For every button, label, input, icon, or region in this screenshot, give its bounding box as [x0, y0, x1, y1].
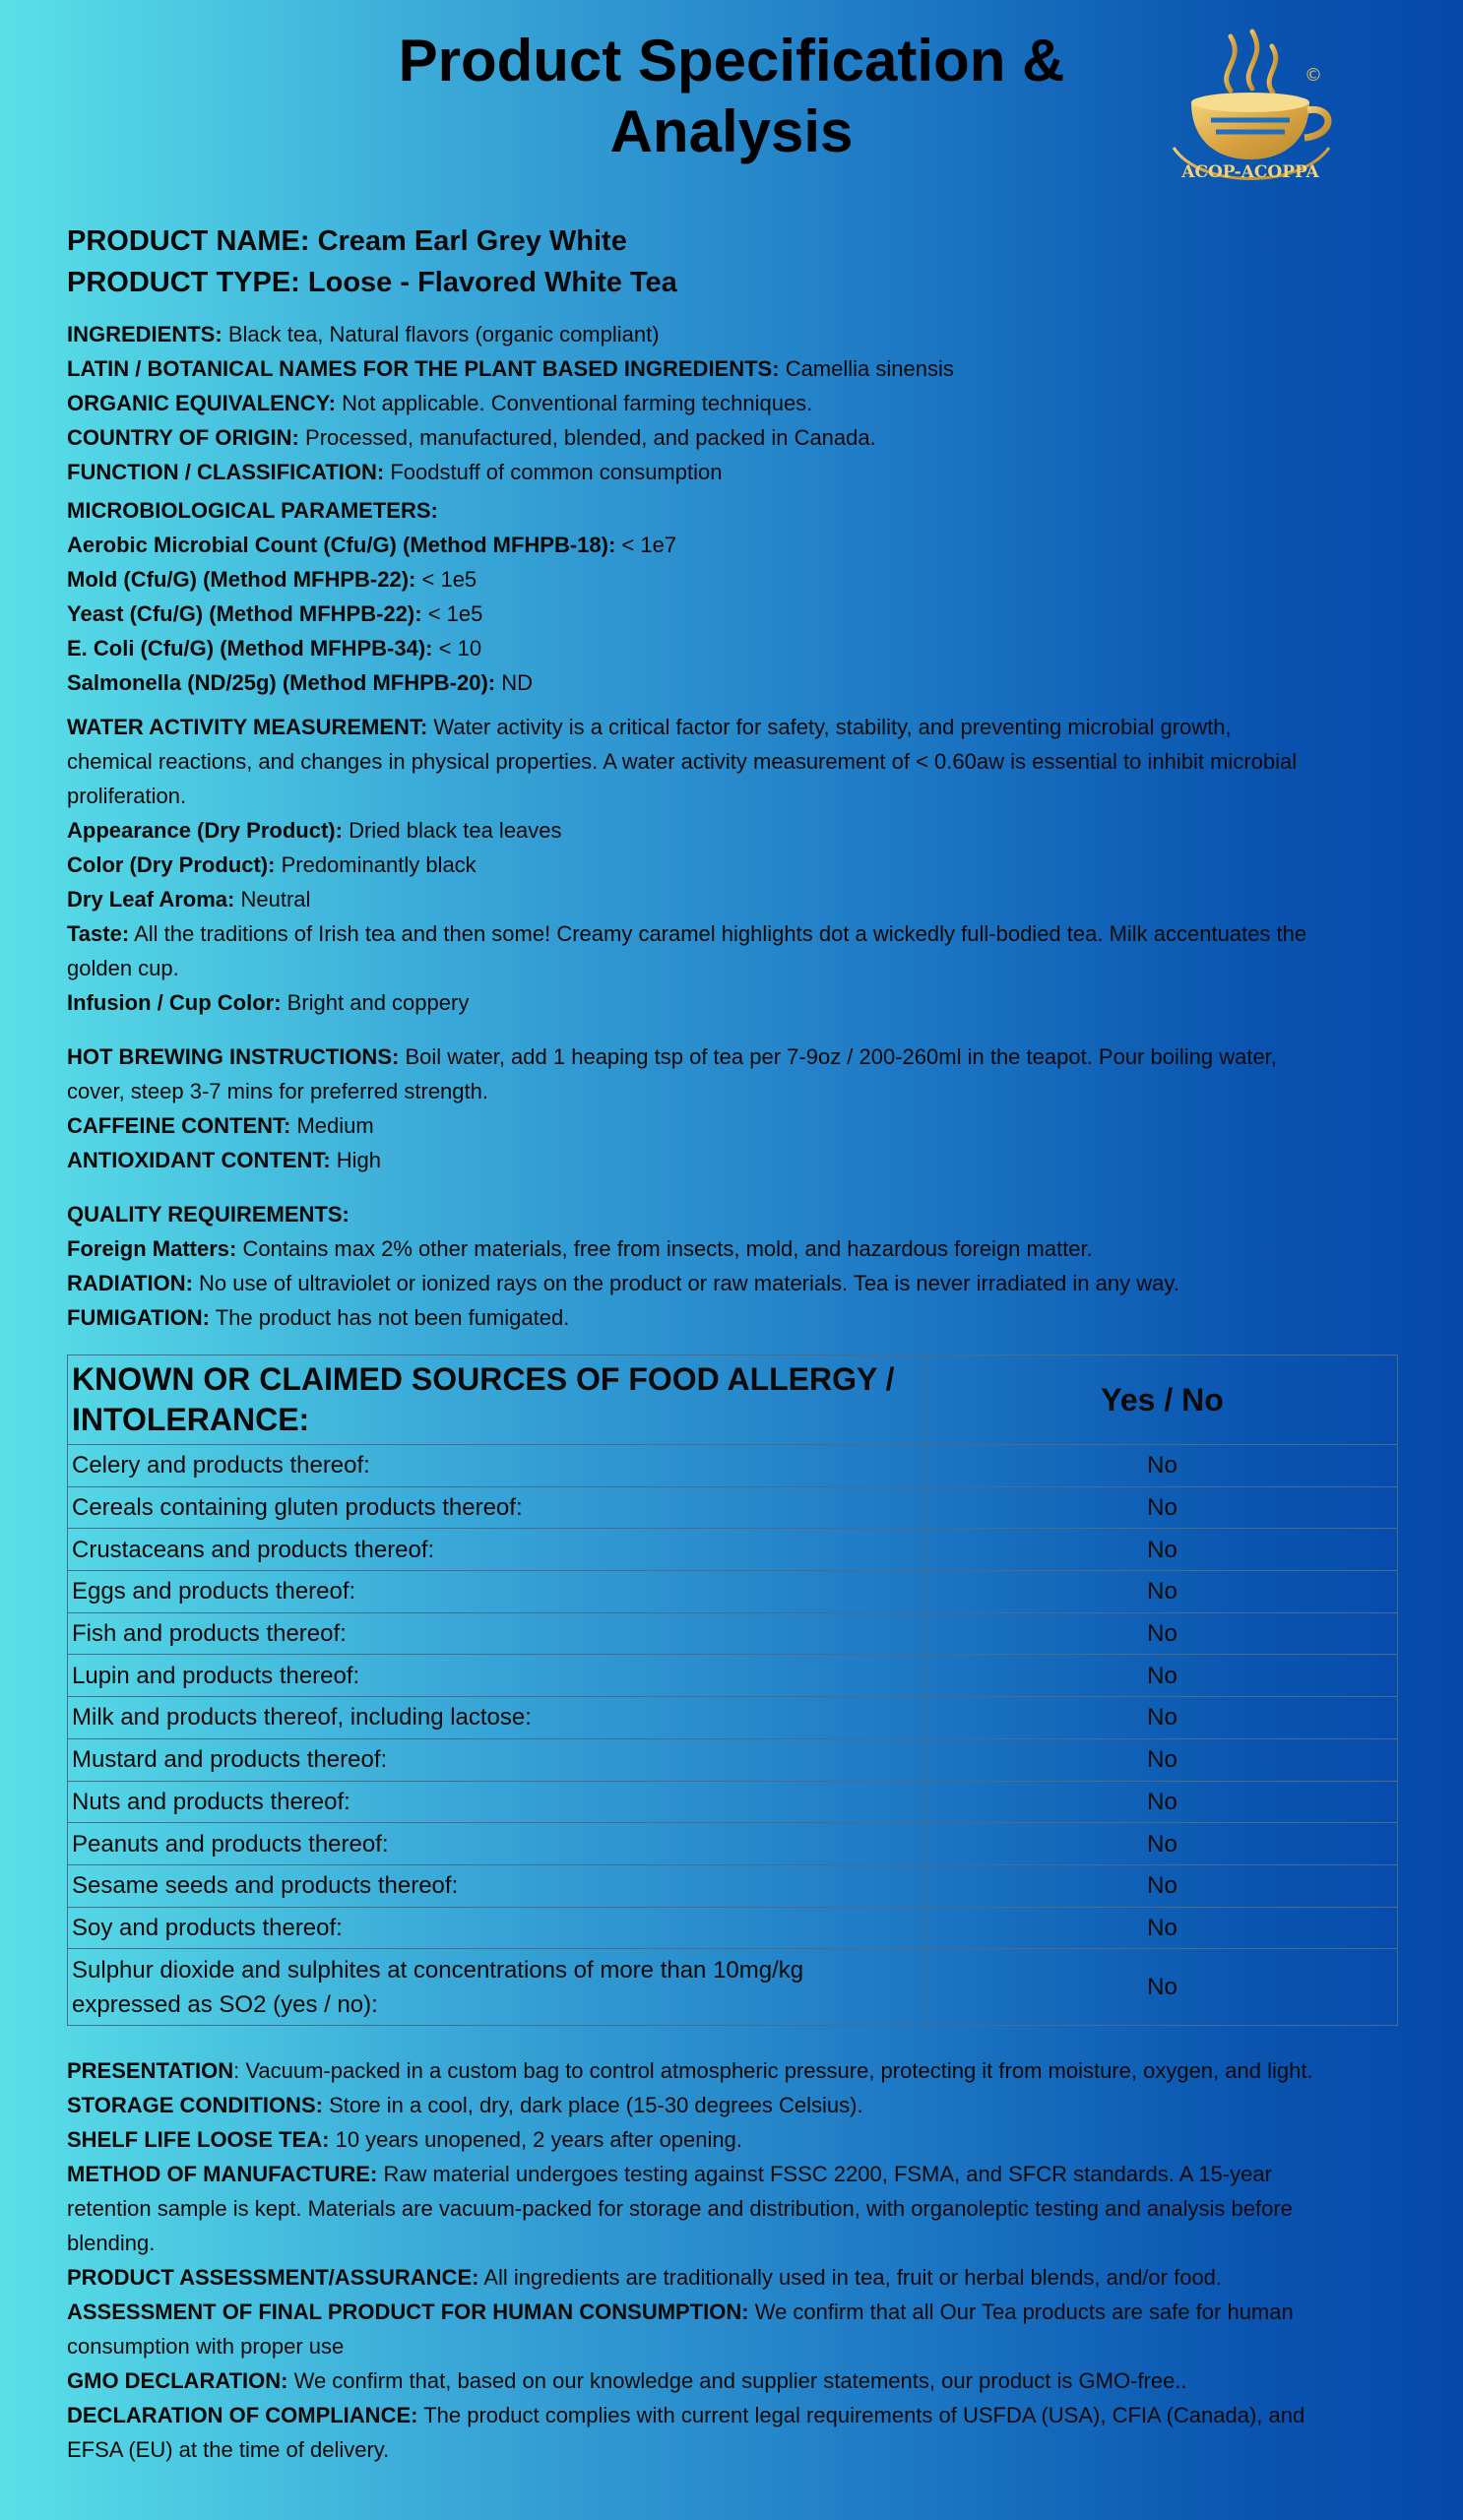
spec-ingredients: INGREDIENTS: Black tea, Natural flavors (organic compliant) — [67, 322, 660, 346]
allergy-value: No — [927, 1486, 1398, 1529]
allergy-value: No — [927, 1697, 1398, 1739]
product-name — [67, 220, 1398, 262]
quality-heading: QUALITY REQUIREMENTS: — [67, 1202, 350, 1227]
allergy-value: No — [927, 1907, 1398, 1949]
allergy-value: No — [927, 1529, 1398, 1571]
micro-ecoli: E. Coli (Cfu/G) (Method MFHPB-34): < 10 — [67, 636, 482, 661]
table-row — [68, 1949, 1398, 2026]
decl-shelf-life: SHELF LIFE LOOSE TEA: 10 years unopened, 2 years after opening. — [67, 2127, 742, 2153]
sensory-appearance: Appearance (Dry Product): Dried black tea leaves — [67, 818, 562, 843]
logo-mark: © — [1304, 65, 1322, 86]
allergy-value: No — [927, 1823, 1398, 1865]
allergy-item: Lupin and products thereof: — [68, 1655, 927, 1697]
allergy-value: No — [927, 1612, 1398, 1655]
allergy-item: Milk and products thereof, including lactose: — [68, 1697, 927, 1739]
antioxidant-content: ANTIOXIDANT CONTENT: High — [67, 1148, 382, 1172]
logo-text: ACOP-ACOPPA — [1181, 162, 1319, 182]
decl-compliance: DECLARATION OF COMPLIANCE: The product complies with current legal requirements of USFDA (USA), CFIA (Canada), and EFSA (EU) at the time of delivery. — [67, 2403, 1305, 2463]
quality-radiation: RADIATION: No use of ultraviolet or ionized rays on the product or raw materials. Tea is never irradiated in any way. — [67, 1271, 1179, 1295]
spec-organic: ORGANIC EQUIVALENCY: Not applicable. Conventional farming techniques. — [67, 391, 813, 415]
allergy-header-source: KNOWN OR CLAIMED SOURCES OF FOOD ALLERGY / INTOLERANCE: — [68, 1355, 927, 1445]
allergy-item: Eggs and products thereof: — [68, 1571, 927, 1613]
decl-final-product: ASSESSMENT OF FINAL PRODUCT FOR HUMAN CONSUMPTION: We confirm that all Our Tea products are safe for human consumption with proper use — [67, 2300, 1294, 2360]
decl-assessment: PRODUCT ASSESSMENT/ASSURANCE: All ingredients are traditionally used in tea, fruit or herbal blends, and/or food. — [67, 2265, 1223, 2291]
decl-presentation: PRESENTATION: Vacuum-packed in a custom bag to control atmospheric pressure, protecting it from moisture, oxygen, and light. — [67, 2058, 1313, 2084]
table-row — [68, 1655, 1398, 1697]
spec-botanical-names: LATIN / BOTANICAL NAMES FOR THE PLANT BASED INGREDIENTS: Camellia sinensis — [67, 356, 954, 381]
declarations-section — [67, 2053, 1398, 2467]
allergy-item: Peanuts and products thereof: — [68, 1823, 927, 1865]
micro-heading: MICROBIOLOGICAL PARAMETERS: — [67, 498, 438, 523]
caffeine-content: CAFFEINE CONTENT: Medium — [67, 1113, 374, 1138]
allergy-value: No — [927, 1738, 1398, 1781]
product-type-label: PRODUCT TYPE: — [67, 267, 300, 298]
spec-origin: COUNTRY OF ORIGIN: Processed, manufactured, blended, and packed in Canada. — [67, 425, 876, 450]
brand-logo — [1162, 22, 1349, 194]
allergy-value: No — [927, 1655, 1398, 1697]
quality-fumigation: FUMIGATION: The product has not been fumigated. — [67, 1305, 570, 1330]
table-row — [68, 1781, 1398, 1823]
allergy-table-header — [68, 1355, 1398, 1445]
micro-aerobic: Aerobic Microbial Count (Cfu/G) (Method MFHPB-18): < 1e7 — [67, 533, 677, 557]
sensory-taste: Taste: All the traditions of Irish tea and then some! Creamy caramel highlights dot a wickedly full-bodied tea. Milk accentuates the golden cup. — [67, 921, 1307, 980]
allergy-value: No — [927, 1949, 1398, 2026]
page-title — [295, 26, 1168, 167]
allergy-value: No — [927, 1571, 1398, 1613]
allergy-item: Sesame seeds and products thereof: — [68, 1864, 927, 1907]
table-row — [68, 1571, 1398, 1613]
allergy-item: Soy and products thereof: — [68, 1907, 927, 1949]
product-name-value: Cream Earl Grey White — [317, 225, 627, 257]
micro-mold: Mold (Cfu/G) (Method MFHPB-22): < 1e5 — [67, 567, 477, 592]
spec-function: FUNCTION / CLASSIFICATION: Foodstuff of common consumption — [67, 460, 723, 484]
allergy-value: No — [927, 1864, 1398, 1907]
allergy-header-yes-no: Yes / No — [927, 1355, 1398, 1445]
quality-foreign-matters: Foreign Matters: Contains max 2% other materials, free from insects, mold, and hazardous foreign matter. — [67, 1236, 1093, 1261]
micro-yeast: Yeast (Cfu/G) (Method MFHPB-22): < 1e5 — [67, 601, 483, 626]
decl-manufacture: METHOD OF MANUFACTURE: Raw material undergoes testing against FSSC 2200, FSMA, and SFCR standards. A 15-year retention sample is kept. Materials are vacuum-packed for storage and distribution, with organoleptic testing and analysis before blending. — [67, 2162, 1293, 2256]
allergy-item: Fish and products thereof: — [68, 1612, 927, 1655]
spec-content — [67, 220, 1398, 2467]
table-row — [68, 1486, 1398, 1529]
decl-storage: STORAGE CONDITIONS: Store in a cool, dry, dark place (15-30 degrees Celsius). — [67, 2093, 863, 2118]
allergy-item: Cereals containing gluten products thereof: — [68, 1486, 927, 1529]
table-row — [68, 1738, 1398, 1781]
sensory-aroma: Dry Leaf Aroma: Neutral — [67, 887, 311, 912]
allergy-table — [67, 1354, 1398, 2026]
sensory-infusion: Infusion / Cup Color: Bright and coppery — [67, 990, 470, 1015]
allergy-item: Nuts and products thereof: — [68, 1781, 927, 1823]
product-type — [67, 262, 1398, 303]
teacup-logo-icon — [1162, 22, 1349, 194]
table-row — [68, 1864, 1398, 1907]
table-row — [68, 1823, 1398, 1865]
decl-gmo: GMO DECLARATION: We confirm that, based on our knowledge and supplier statements, our product is GMO-free.. — [67, 2368, 1187, 2394]
product-type-value: Loose - Flavored White Tea — [307, 267, 677, 298]
allergy-item: Celery and products thereof: — [68, 1445, 927, 1487]
allergy-item: Mustard and products thereof: — [68, 1738, 927, 1781]
water-activity: WATER ACTIVITY MEASUREMENT: Water activity is a critical factor for safety, stability, and preventing microbial growth, chemical reactions, and changes in physical properties. A water activity measurement of < 0.60aw is essential to inhibit microbial proliferation. — [67, 715, 1298, 808]
title-line-2: Analysis — [609, 98, 854, 164]
table-row — [68, 1612, 1398, 1655]
product-name-label: PRODUCT NAME: — [67, 225, 310, 257]
allergy-value: No — [927, 1781, 1398, 1823]
brewing-instructions: HOT BREWING INSTRUCTIONS: Boil water, add 1 heaping tsp of tea per 7-9oz / 200-260ml in the teapot. Pour boiling water, cover, steep 3-7 mins for preferred strength. — [67, 1044, 1277, 1103]
sensory-color: Color (Dry Product): Predominantly black — [67, 852, 477, 877]
table-row — [68, 1907, 1398, 1949]
table-row — [68, 1529, 1398, 1571]
allergy-value: No — [927, 1445, 1398, 1487]
allergy-item: Sulphur dioxide and sulphites at concentrations of more than 10mg/kg expressed as SO2 (yes / no): — [68, 1949, 927, 2026]
title-line-1: Product Specification & — [398, 28, 1065, 94]
allergy-item: Crustaceans and products thereof: — [68, 1529, 927, 1571]
table-row — [68, 1445, 1398, 1487]
micro-salmonella: Salmonella (ND/25g) (Method MFHPB-20): ND — [67, 670, 534, 695]
table-row — [68, 1697, 1398, 1739]
